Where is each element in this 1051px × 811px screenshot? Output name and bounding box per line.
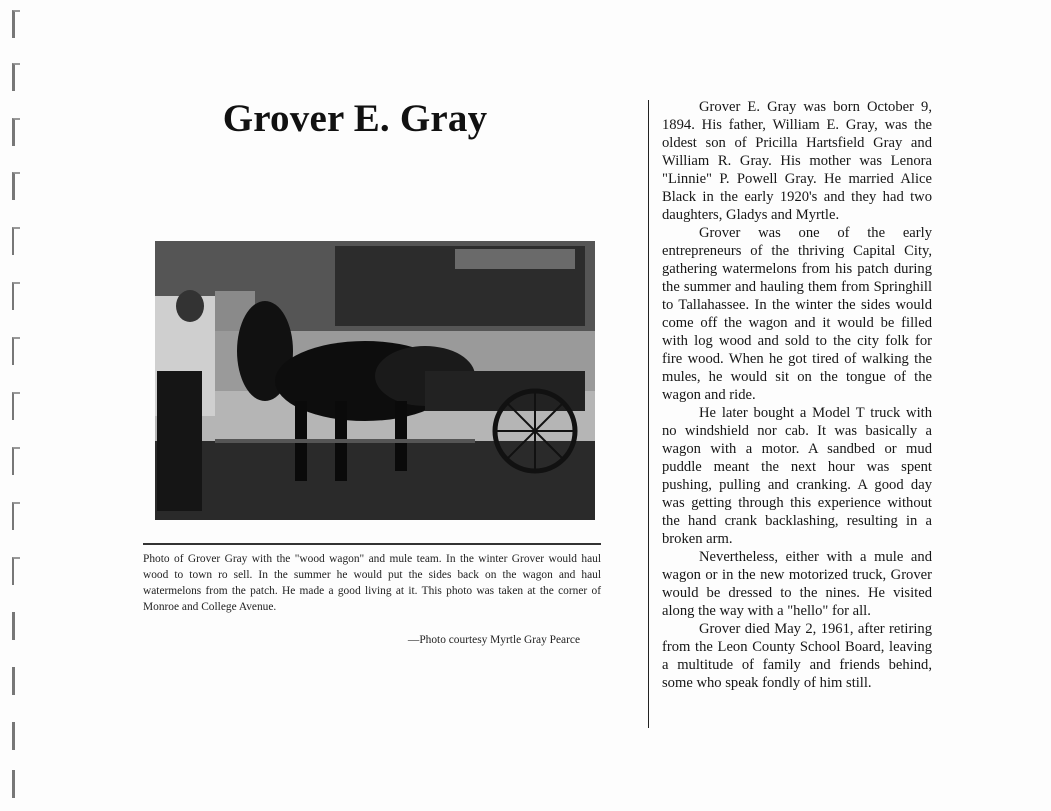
caption-divider: [143, 543, 601, 545]
historic-photo: [155, 241, 595, 520]
binding-mark: [12, 10, 20, 38]
photo-credit: —Photo courtesy Myrtle Gray Pearce: [407, 634, 580, 646]
binding-mark: [12, 502, 20, 530]
binding-mark: [12, 282, 20, 310]
binding-mark: [12, 392, 20, 420]
paragraph: Nevertheless, either with a mule and wagon or in the new motorized truck, Grover would be dressed to the nines. He visited along the way with a "hello" for all.: [662, 549, 932, 619]
photo-image-icon: [155, 241, 595, 520]
paragraph: He later bought a Model T truck with no windshield nor cab. It was basically a wagon with a motor. A sandbed or mud puddle meant the next hour was spent pushing, pulling and cranking. A good day was getting through this experience without the hand crank backlashing, resulting in a broken arm.: [662, 405, 932, 547]
binding-mark: [12, 770, 20, 798]
page-title: Grover E. Gray: [222, 97, 488, 140]
paragraph: Grover died May 2, 1961, after retiring from the Leon County School Board, leaving a multitude of family and friends behind, some who speak fondly of him still.: [662, 621, 932, 691]
binding-mark: [12, 227, 20, 255]
binding-mark: [12, 63, 20, 91]
paragraph: Grover was one of the early entrepreneurs of the thriving Capital City, gathering watermelons from his patch during the summer and hauling them from Springhill to Tallahassee. In the winter the sides would come off the wagon and it would be filled with log wood and sold to the city folk for fire wood. When he got tired of walking the mules, he would sit on the tongue of the wagon and ride.: [662, 225, 932, 403]
binding-mark: [12, 612, 20, 640]
binding-mark: [12, 722, 20, 750]
binding-mark: [12, 557, 20, 585]
column-divider: [648, 100, 649, 728]
binding-marks: [12, 0, 26, 811]
binding-mark: [12, 118, 20, 146]
binding-mark: [12, 667, 20, 695]
binding-mark: [12, 337, 20, 365]
binding-mark: [12, 447, 20, 475]
article-body: [662, 98, 932, 692]
paragraph: Grover E. Gray was born October 9, 1894. His father, William E. Gray, was the oldest son of Pricilla Hartsfield Gray and William R. Gray. His mother was Lenora "Linnie" P. Powell Gray. He married Alice Black in the early 1920's and they had two daughters, Gladys and Myrtle.: [662, 99, 932, 223]
binding-mark: [12, 172, 20, 200]
photo-caption: Photo of Grover Gray with the "wood wagon" and mule team. In the winter Grover would haul wood to town ro sell. In the summer he would put the sides back on the wagon and haul watermelons from the patch. He made a good living at it. This photo was taken at the corner of Monroe and College Avenue.: [143, 553, 601, 613]
